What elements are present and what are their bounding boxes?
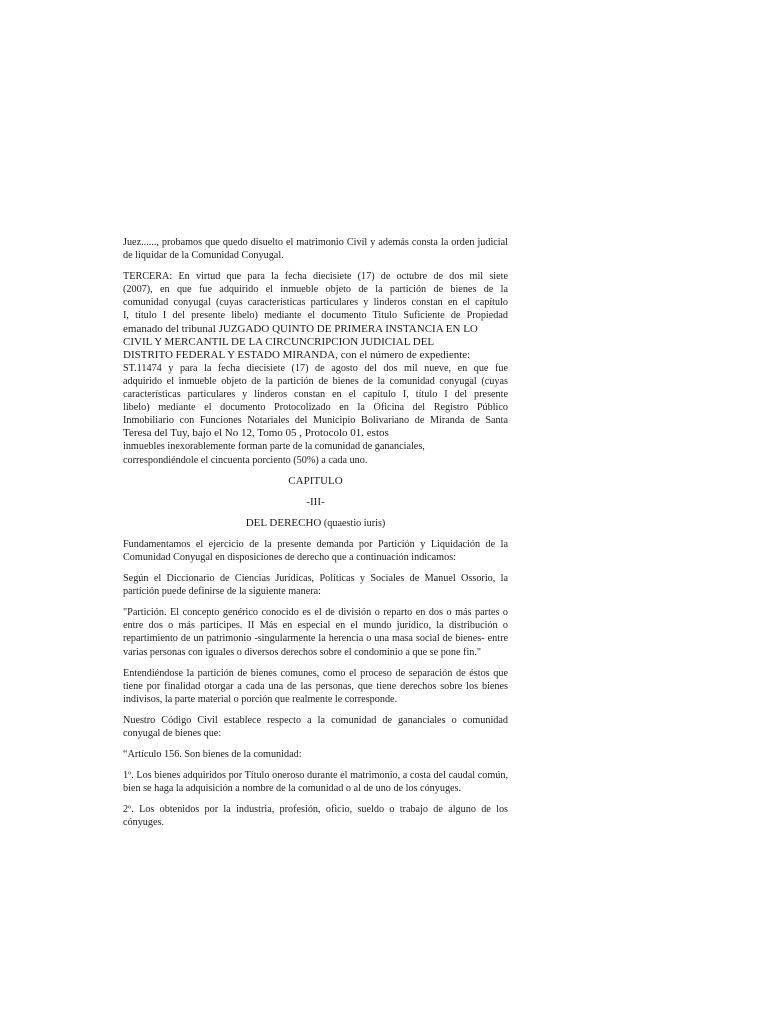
tercera-line: ST.11474 y para la fecha diecisiete (17) de agosto del dos mil nueve, en que fue — [123, 362, 508, 374]
tercera-line: inmuebles inexorablemente forman parte de la comunidad de gananciales, — [123, 441, 425, 453]
tercera-line: libelo) mediante el documento Protocolizado en la Oficina del Registro Público — [123, 402, 508, 414]
tercera-line: (2007), en que fue adquirido el inmueble objeto de la partición de bienes de la — [123, 284, 508, 296]
paragraph-item-1: 1º. Los bienes adquiridos por Título oneroso durante el matrimonio, a costa del caudal común, bien se haga la adquisición a nombre de la comunidad o al de uno de los cónyuges. — [123, 770, 508, 795]
section-title: DEL DERECHO — [245, 516, 322, 529]
section-heading — [123, 517, 508, 530]
tercera-line: I, titulo I del presente libelo) mediante el documento Titulo Suficiente de Propiedad — [123, 310, 508, 322]
paragraph-particion-quote: "Partición. El concepto genérico conocido es el de división o reparto en dos o más partes o entre dos o más partícipes. II Más en especial en el mundo jurídico, la distribución o repartimiento de un patrimonio -singularmente la herencia o una masa social de bienes- entre varias personas con iguales o diversos derechos sobre el condominio a que se pone fin." — [123, 607, 508, 658]
tercera-line: características particulares y linderos constan en el capítulo I, título I del presente — [123, 389, 508, 401]
tercera-line: emanado del tribunal JUZGADO QUINTO DE PRIMERA INSTANCIA EN LO — [123, 322, 478, 335]
document-page — [123, 236, 508, 838]
paragraph-segun: Según el Diccionario de Ciencias Jurídicas, Políticas y Sociales de Manuel Ossorio, la partición puede definirse de la siguiente manera: — [123, 573, 508, 598]
section-subtitle: (quaestio iuris) — [321, 517, 386, 529]
chapter-heading: CAPITULO — [288, 474, 343, 487]
paragraph-codigo-civil: Nuestro Código Civil establece respecto a la comunidad de gananciales o comunidad conyugal de bienes que: — [123, 714, 508, 739]
paragraph-juez: Juez......, probamos que quedo disuelto el matrimonio Civil y además consta la orden judicial de liquidar de la Comunidad Conyugal. — [123, 237, 508, 262]
tercera-line: comunidad conyugal (cuyas características particulares y linderos constan en el capítulo — [123, 297, 508, 309]
tercera-line: DISTRITO FEDERAL Y ESTADO MIRANDA, con el número de expediente: — [123, 348, 471, 361]
paragraph-tercera — [123, 270, 508, 466]
paragraph-entendiendose: Entendiéndose la partición de bienes comunes, como el proceso de separación de éstos que tiene por finalidad otorgar a cada una de las personas, que tiene derechos sobre los bienes indivisos, la parte material o porción que realmente le corresponde. — [123, 667, 508, 705]
paragraph-item-2: 2º. Los obtenidos por la industria, profesión, oficio, sueldo o trabajo de alguno de los cónyuges. — [123, 804, 508, 829]
tercera-line: Inmobiliario con Funciones Notariales del Municipio Bolivariano de Miranda de Santa — [123, 415, 508, 427]
tercera-line: CIVIL Y MERCANTIL DE LA CIRCUNCRIPCION JUDICIAL DEL — [123, 335, 435, 348]
paragraph-fundamentamos: Fundamentamos el ejercicio de la presente demanda por Partición y Liquidación de la Comunidad Conyugal en disposiciones de derecho que a continuación indicamos: — [123, 538, 508, 563]
tercera-line: TERCERA: En virtud que para la fecha diecisiete (17) de octubre de dos mil siete — [123, 271, 508, 283]
tercera-line: adquirido el inmueble objeto de la partición de bienes de la comunidad conyugal (cuyas — [123, 375, 508, 387]
tercera-line: Teresa del Tuy, bajo el No 12, Tomo 05 , Protocolo 01. estos — [123, 427, 389, 440]
tercera-line: correspondiéndole el cincuenta porciento (50%) a cada uno. — [123, 454, 368, 466]
chapter-number: -III- — [306, 495, 325, 508]
paragraph-articulo-156: “Artículo 156. Son bienes de la comunidad: — [123, 749, 302, 761]
